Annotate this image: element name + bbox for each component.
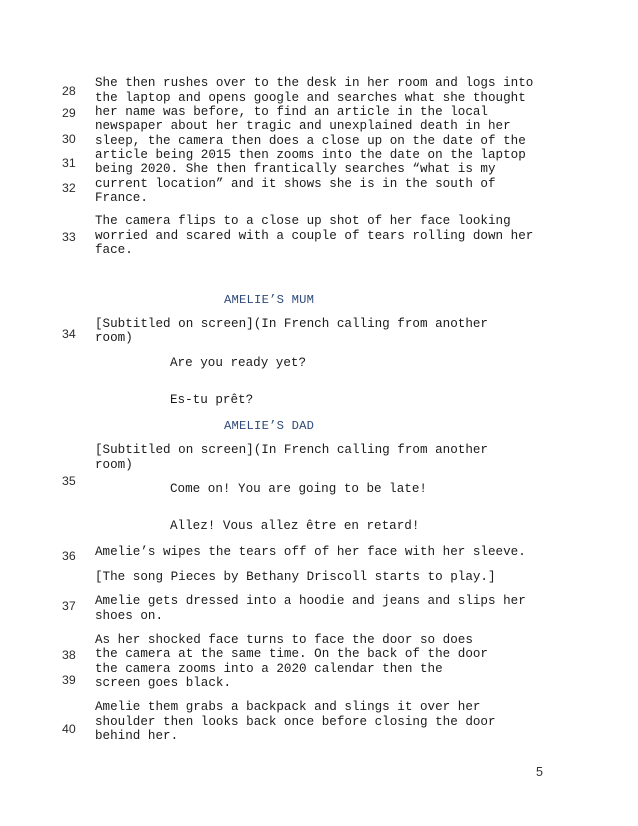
scene-number: 39 bbox=[62, 673, 76, 687]
scene-number: 33 bbox=[62, 230, 76, 244]
action-line: France. bbox=[95, 191, 148, 205]
action-line: Amelie’s wipes the tears off of her face with her sleeve. bbox=[95, 545, 526, 559]
scene-number: 38 bbox=[62, 648, 76, 662]
action-line: behind her. bbox=[95, 729, 179, 743]
action-line: Amelie them grabs a backpack and slings it over her bbox=[95, 700, 481, 714]
action-line: [The song Pieces by Bethany Driscoll starts to play.] bbox=[95, 570, 496, 584]
action-line: sleep, the camera then does a close up on the date of the bbox=[95, 134, 526, 148]
scene-number: 40 bbox=[62, 722, 76, 736]
scene-number: 37 bbox=[62, 599, 76, 613]
dialogue: Are you ready yet? bbox=[170, 356, 307, 370]
scene-number: 31 bbox=[62, 156, 76, 170]
action-line: the laptop and opens google and searches what she thought bbox=[95, 91, 526, 105]
action-line: As her shocked face turns to face the door so does bbox=[95, 633, 473, 647]
action-line: her name was before, to find an article in the local bbox=[95, 105, 488, 119]
action-line: She then rushes over to the desk in her room and logs into bbox=[95, 76, 534, 90]
character-name: AMELIE’S DAD bbox=[224, 419, 315, 433]
parenthetical: [Subtitled on screen](In French calling from another bbox=[95, 443, 488, 457]
action-line: article being 2015 then zooms into the date on the laptop bbox=[95, 148, 526, 162]
scene-number: 36 bbox=[62, 549, 76, 563]
action-line: face. bbox=[95, 243, 133, 257]
parenthetical: room) bbox=[95, 458, 133, 472]
scene-number: 32 bbox=[62, 181, 76, 195]
parenthetical: [Subtitled on screen](In French calling from another bbox=[95, 317, 488, 331]
action-line: The camera flips to a close up shot of her face looking bbox=[95, 214, 511, 228]
action-line: newspaper about her tragic and unexplained death in her bbox=[95, 119, 511, 133]
action-line: worried and scared with a couple of tears rolling down her bbox=[95, 229, 534, 243]
scene-number: 35 bbox=[62, 474, 76, 488]
dialogue: Come on! You are going to be late! bbox=[170, 482, 427, 496]
scene-number: 34 bbox=[62, 327, 76, 341]
dialogue: Allez! Vous allez être en retard! bbox=[170, 519, 420, 533]
scene-number: 30 bbox=[62, 132, 76, 146]
action-line: the camera at the same time. On the back of the door bbox=[95, 647, 488, 661]
scene-number: 29 bbox=[62, 106, 76, 120]
scene-number: 28 bbox=[62, 84, 76, 98]
action-line: shoulder then looks back once before closing the door bbox=[95, 715, 496, 729]
action-line: screen goes black. bbox=[95, 676, 232, 690]
page-number: 5 bbox=[536, 765, 543, 779]
action-line: Amelie gets dressed into a hoodie and jeans and slips her bbox=[95, 594, 526, 608]
parenthetical: room) bbox=[95, 331, 133, 345]
action-line: shoes on. bbox=[95, 609, 164, 623]
dialogue: Es-tu prêt? bbox=[170, 393, 254, 407]
action-line: being 2020. She then frantically searches “what is my bbox=[95, 162, 496, 176]
action-line: the camera zooms into a 2020 calendar then the bbox=[95, 662, 443, 676]
character-name: AMELIE’S MUM bbox=[224, 293, 315, 307]
action-line: current location” and it shows she is in the south of bbox=[95, 177, 496, 191]
